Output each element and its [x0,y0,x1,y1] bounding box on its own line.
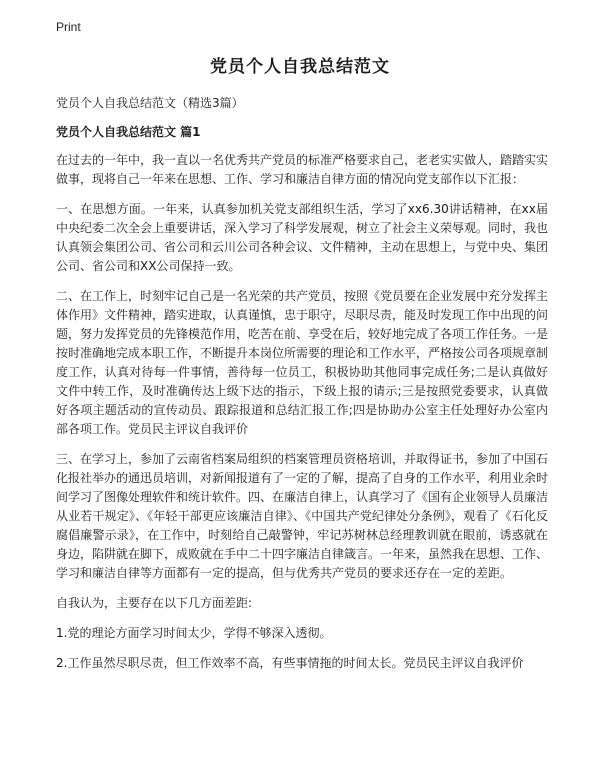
paragraph-study: 三、在学习上，参加了云南省档案局组织的档案管理员资格培训，并取得证书，参加了中国石化报社举办的通迅员培训，对新闻报道有了一定的了解，提高了自身的工作水平，利用业余时间学习了图像处理软件和统计软件。四、在廉洁自律上，认真学习了《国有企业领导人员廉洁从业若干规定》、《年轻干部更应该廉洁自律》、《中国共产党纪律处分条例》，观看了《石化反腐倡廉警示录》，在工作中，时刻给自己敲警钟，牢记苏树林总经理教训就在眼前，诱惑就在身边，陷阱就在脚下，成败就在手中二十四字廉洁自律箴言。一年来，虽然我在思想、工作、学习和廉洁自律等方面都有一定的提高，但与优秀共产党员的要求还存在一定的差距。 [56,452,549,580]
paragraph-gap-1: 1.党的理论方面学习时间太少，学得不够深入透彻。 [56,626,332,640]
document-subtitle: 党员个人自我总结范文（精选3篇） [56,96,244,110]
paragraph-intro: 在过去的一年中，我一直以一名优秀共产党员的标准严格要求自己，老老实实做人，踏踏实实做事，现将自己一年来在思想、工作、学习和廉洁自律方面的情况向党支部作以下汇报： [56,153,549,186]
document-title: 党员个人自我总结范文 [210,57,390,77]
section-heading: 党员个人自我总结范文 篇1 [56,125,201,139]
paragraph-gaps-intro: 自我认为，主要存在以下几方面差距: [56,596,253,610]
print-label: Print [56,20,81,34]
paragraph-gap-2: 2.工作虽然尽职尽责，但工作效率不高，有些事情拖的时间太长。党员民主评议自我评价 [56,656,524,670]
paragraph-thought: 一、在思想方面。一年来，认真参加机关党支部组织生活，学习了xx6.30讲话精神，在xx届中央纪委二次全会上重要讲话，深入学习了科学发展观，树立了社会主义荣辱观。同时，我也认真领会集团公司、省公司和云川公司各种会议、文件精神，主动在思想上，与党中央、集团公司、省公司和XX公司保持一致。 [56,202,549,273]
document-body [56,94,548,684]
paragraph-work: 二、在工作上，时刻牢记自己是一名光荣的共产党员，按照《党员要在企业发展中充分发挥主体作用》文件精神，踏实进取，认真谨慎，忠于职守，尽职尽责，能及时发现工作中出现的问题，努力发挥党员的先锋模范作用，吃苦在前、享受在后，较好地完成了各项工作任务。一是按时准确地完成本职工作，不断提升本岗位所需要的理论和工作水平，严格按公司各项规章制度工作，认真对待每一件事情，善待每一位员工，积极协助其他同事完成任务;二是认真做好文件中转工作，及时准确传达上级下达的指示，下级上报的请示;三是按照党委要求，认真做好各项主题活动的宣传动员、跟踪报道和总结汇报工作;四是协助办公室主任处理好办公室内部各项工作。党员民主评议自我评价 [56,289,549,436]
